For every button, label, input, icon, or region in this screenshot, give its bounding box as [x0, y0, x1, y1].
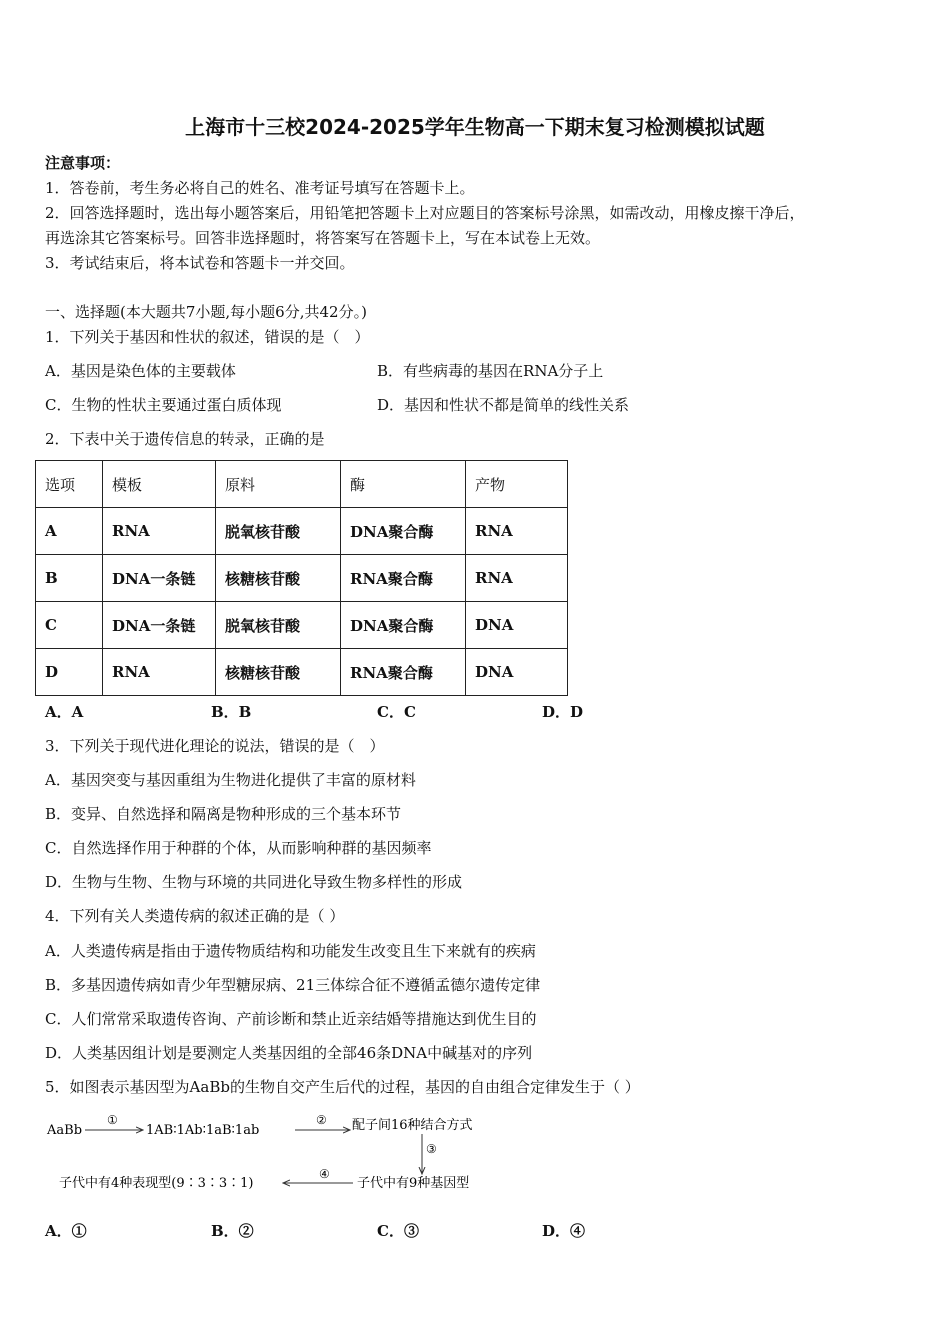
table-cell: DNA一条链	[103, 555, 216, 602]
transcription-table	[35, 460, 568, 696]
diagram-combos: 配子间16种结合方式	[352, 1118, 473, 1133]
table-cell: 核糖核苷酸	[216, 555, 341, 602]
option-b: B．B	[211, 703, 252, 721]
inheritance-process-diagram	[45, 1108, 505, 1198]
section-heading: 一、选择题(本大题共7小题,每小题6分,共42分。)	[45, 303, 367, 321]
table-row	[36, 555, 568, 602]
diagram-start: AaBb	[47, 1123, 83, 1138]
diagram-phenotypes: 子代中有4种表现型(9∶3∶3∶1)	[59, 1176, 254, 1191]
table-header: 产物	[466, 461, 568, 508]
table-header: 选项	[36, 461, 103, 508]
diagram-genotypes: 子代中有9种基因型	[357, 1176, 470, 1191]
question-stem: 1．下列关于基因和性状的叙述，错误的是（ ）	[45, 328, 370, 346]
notice-item: 1．答卷前，考生务必将自己的姓名、准考证号填写在答题卡上。	[45, 179, 475, 197]
option-d: D．④	[542, 1222, 586, 1240]
option-b: B．变异、自然选择和隔离是物种形成的三个基本环节	[45, 805, 402, 823]
table-cell: 脱氧核苷酸	[216, 602, 341, 649]
step-3-label: ③	[426, 1142, 437, 1156]
question-stem: 4．下列有关人类遗传病的叙述正确的是（ ）	[45, 907, 345, 925]
step-1-label: ①	[107, 1113, 118, 1127]
table-cell: DNA	[466, 602, 568, 649]
table-cell: RNA	[103, 649, 216, 696]
step-2-label: ②	[316, 1113, 327, 1127]
table-cell: D	[36, 649, 103, 696]
table-row	[36, 508, 568, 555]
option-a: A．基因是染色体的主要载体	[45, 362, 236, 380]
table-cell: A	[36, 508, 103, 555]
option-b: B．有些病毒的基因在RNA分子上	[377, 362, 604, 380]
option-d: D．D	[542, 703, 584, 721]
question-stem: 5．如图表示基因型为AaBb的生物自交产生后代的过程，基因的自由组合定律发生于（ ）	[45, 1078, 640, 1096]
step-4-label: ④	[319, 1167, 330, 1181]
table-header-row	[36, 461, 568, 508]
table-header: 酶	[341, 461, 466, 508]
table-cell: RNA聚合酶	[341, 555, 466, 602]
table-header: 模板	[103, 461, 216, 508]
notice-item: 再选涂其它答案标号。回答非选择题时，将答案写在答题卡上，写在本试卷上无效。	[45, 229, 601, 247]
table-cell: RNA	[103, 508, 216, 555]
table-cell: B	[36, 555, 103, 602]
option-a: A．人类遗传病是指由于遗传物质结构和功能发生改变且生下来就有的疾病	[45, 942, 536, 960]
option-b: B．多基因遗传病如青少年型糖尿病、21三体综合征不遵循孟德尔遗传定律	[45, 976, 541, 994]
page-title: 上海市十三校2024-2025学年生物高一下期末复习检测模拟试题	[185, 115, 765, 139]
option-c: C．生物的性状主要通过蛋白质体现	[45, 396, 282, 414]
option-c: C．人们常常采取遗传咨询、产前诊断和禁止近亲结婚等措施达到优生目的	[45, 1010, 537, 1028]
table-row	[36, 602, 568, 649]
option-d: D．人类基因组计划是要测定人类基因组的全部46条DNA中碱基对的序列	[45, 1044, 533, 1062]
table-cell: C	[36, 602, 103, 649]
option-c: C．自然选择作用于种群的个体，从而影响种群的基因频率	[45, 839, 432, 857]
table-cell: RNA	[466, 555, 568, 602]
table-row	[36, 649, 568, 696]
option-a: A．①	[45, 1222, 87, 1240]
notice-item: 3．考试结束后，将本试卷和答题卡一并交回。	[45, 254, 355, 272]
table-cell: RNA聚合酶	[341, 649, 466, 696]
option-c: C．③	[377, 1222, 419, 1240]
option-c: C．C	[377, 703, 416, 721]
table-cell: DNA聚合酶	[341, 602, 466, 649]
notice-item: 2．回答选择题时，选出每小题答案后，用铅笔把答题卡上对应题目的答案标号涂黑，如需改动，用橡皮擦干净后，	[45, 204, 805, 222]
diagram-gametes: 1AB∶1Ab∶1aB∶1ab	[146, 1123, 260, 1138]
option-d: D．基因和性状不都是简单的线性关系	[377, 396, 630, 414]
option-a: A．基因突变与基因重组为生物进化提供了丰富的原材料	[45, 771, 416, 789]
table-cell: 核糖核苷酸	[216, 649, 341, 696]
table-cell: RNA	[466, 508, 568, 555]
option-d: D．生物与生物、生物与环境的共同进化导致生物多样性的形成	[45, 873, 463, 891]
table-cell: 脱氧核苷酸	[216, 508, 341, 555]
option-a: A．A	[45, 703, 84, 721]
table-header: 原料	[216, 461, 341, 508]
table-cell: DNA一条链	[103, 602, 216, 649]
table-cell: DNA聚合酶	[341, 508, 466, 555]
table-cell: DNA	[466, 649, 568, 696]
option-b: B．②	[211, 1222, 254, 1240]
question-stem: 3．下列关于现代进化理论的说法，错误的是（ ）	[45, 737, 385, 755]
notice-heading: 注意事项：	[45, 154, 121, 172]
question-stem: 2．下表中关于遗传信息的转录，正确的是	[45, 430, 325, 448]
